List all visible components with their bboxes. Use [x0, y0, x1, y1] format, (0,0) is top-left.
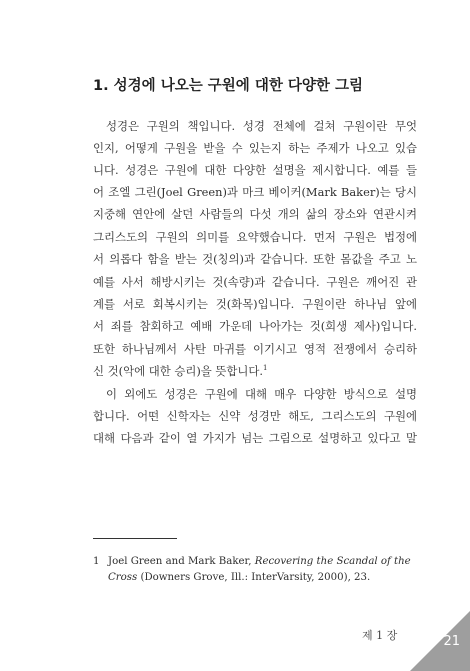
section-title: 1. 성경에 나오는 구원에 대한 다양한 그림	[93, 78, 363, 94]
body-line: 계를 서로 회복시키는 것(화목)입니다. 구원이란 하나님 앞에	[93, 297, 417, 311]
body-line: 이 외에도 성경은 구원에 대해 매우 다양한 방식으로 설명	[106, 387, 417, 401]
body-line: 니다. 성경은 구원에 대한 다양한 설명을 제시합니다. 예를 들	[93, 163, 417, 177]
body-line: 그리스도의 구원의 의미를 요약했습니다. 먼저 구원은 법정에	[93, 230, 417, 244]
body-line-text: 신 것(악에 대한 승리)을 뜻합니다.	[93, 364, 264, 378]
footnote-text-before: Joel Green and Mark Baker,	[108, 556, 255, 567]
footnote-line-1	[93, 554, 423, 570]
body-line: 예를 사서 해방시키는 것(속량)과 같습니다. 구원은 깨어진 관	[93, 275, 417, 289]
footnote-number: 1	[93, 556, 100, 567]
body-line-with-footnote	[93, 363, 417, 379]
body-line: 합니다. 어떤 신학자는 신약 성경만 해도, 그리스도의 구원에	[93, 409, 417, 423]
body-line: 대해 다음과 같이 열 가지가 넘는 그림으로 설명하고 있다고 말	[93, 431, 417, 445]
footnote-book-title: Recovering the Scandal of the	[254, 556, 411, 567]
footnote-book-title-cont: Cross	[108, 572, 138, 583]
body-line: 지중해 연안에 살던 사람들의 다섯 개의 삶의 장소와 연관시켜	[93, 207, 417, 221]
body-line: 또한 하나님께서 사탄 마귀를 이기시고 영적 전쟁에서 승리하	[93, 342, 417, 356]
page-corner-triangle	[410, 611, 470, 671]
body-line: 인지, 어떻게 구원을 받을 수 있는지 하는 주제가 나오고 있습	[93, 141, 417, 155]
footnote-line-2	[93, 570, 423, 586]
body-line: 어 조엘 그린(Joel Green)과 마크 베이커(Mark Baker)는 당시	[93, 185, 417, 199]
body-line: 서 의롭다 함을 받는 것(칭의)과 같습니다. 또한 몸값을 주고 노	[93, 252, 417, 266]
footnote	[93, 554, 423, 586]
footnote-marker[interactable]: 1	[263, 364, 268, 373]
body-line: 서 죄를 참회하고 예배 가운데 나아가는 것(희생 제사)입니다.	[93, 319, 417, 333]
footnote-text-after: (Downers Grove, Ill.: InterVarsity, 2000), 23.	[137, 572, 371, 583]
chapter-label: 제 1 장	[362, 629, 398, 642]
body-line: 성경은 구원의 책입니다. 성경 전체에 걸쳐 구원이란 무엇	[106, 119, 417, 133]
footnote-divider	[93, 538, 177, 539]
page-number: 21	[443, 634, 460, 649]
